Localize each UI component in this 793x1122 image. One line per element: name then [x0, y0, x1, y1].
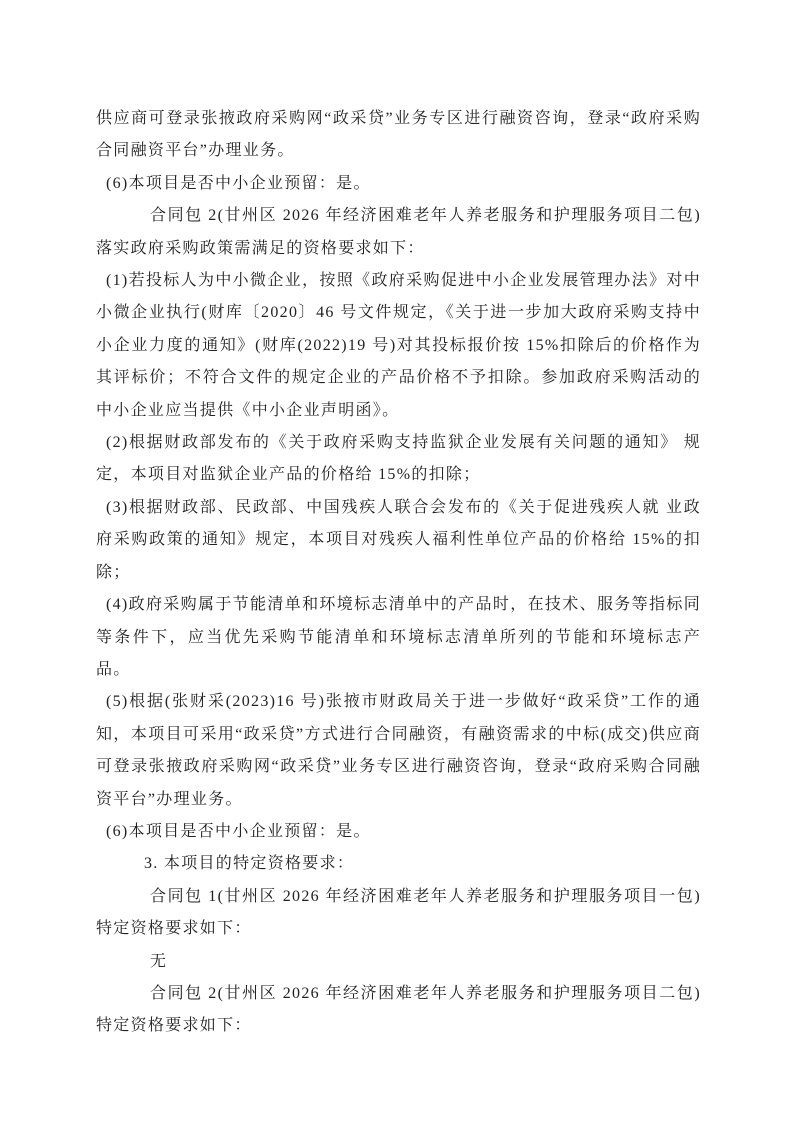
para-sme-reservation-1: (6)本项目是否中小企业预留：是。: [106, 174, 371, 192]
para-item-3-disabled-welfare-deduction: (3)根据财政部、民政部、中国残疾人联合会发布的《关于促进残疾人就 业政府采购政策的通知》规定，本项目对残疾人福利性单位产品的价格给 15%的扣除；: [96, 498, 701, 581]
para-sme-reservation-2: (6)本项目是否中小企业预留：是。: [106, 822, 371, 840]
para-financing-platform-continued: 供应商可登录张掖政府采购网“政采贷”业务专区进行融资咨询，登录“政府采购合同融资平台”办理业务。: [96, 110, 701, 160]
para-item-2-prison-enterprise-deduction: (2)根据财政部发布的《关于政府采购支持监狱企业发展有关问题的通知》 规定，本项目对监狱企业产品的价格给 15%的扣除；: [96, 434, 701, 484]
para-package2-specific-requirements: 合同包 2(甘州区 2026 年经济困难老年人养老服务和护理服务项目二包)特定资格要求如下：: [96, 984, 701, 1035]
para-item-5-zhengcaidai-financing: (5)根据(张财采(2023)16 号)张掖市财政局关于进一步做好“政采贷”工作的通知，本项目可采用“政采贷”方式进行合同融资，有融资需求的中标(成交)供应商可登录张掖政府采购网“政采贷”业务专区进行融资咨询，登录“政府采购合同融资平台”办理业务。: [96, 693, 701, 808]
para-none-value: 无: [150, 952, 168, 970]
para-item-4-energy-saving-priority: (4)政府采购属于节能清单和环境标志清单中的产品时，在技术、服务等指标同等条件下，应当优先采购节能清单和环境标志清单所列的节能和环境标志产品。: [96, 596, 701, 678]
para-item-1-sme-price-deduction: (1)若投标人为中小微企业，按照《政府采购促进中小企业发展管理办法》对中小微企业执行(财库〔2020〕46 号文件规定，《关于进一步加大政府采购支持中小企业力度的通知》(财库(2022)19 号)对其投标报价按 15%扣除后的价格作为其评标价；不符合文件的规定企业的产品价格不予扣除。参加政府采购活动的中小企业应当提供《中小企业声明函》。: [96, 272, 701, 419]
para-package1-specific-requirements: 合同包 1(甘州区 2026 年经济困难老年人养老服务和护理服务项目一包)特定资格要求如下：: [96, 887, 701, 938]
para-package2-policy-requirements: 合同包 2(甘州区 2026 年经济困难老年人养老服务和护理服务项目二包)落实政府采购政策需满足的资格要求如下：: [96, 207, 701, 257]
para-section-3-specific-qualification-heading: 3. 本项目的特定资格要求：: [144, 855, 355, 873]
